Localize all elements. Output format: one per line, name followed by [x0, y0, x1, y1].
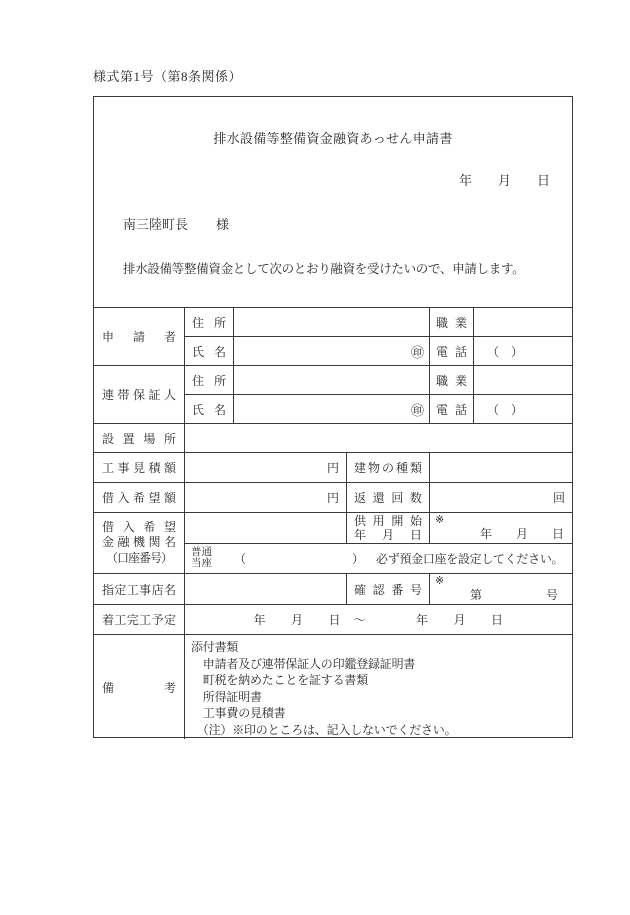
guarantor-occupation-label: 職 業	[429, 366, 473, 394]
guarantor-address-label: 住 所	[192, 373, 226, 388]
remarks-line: 申請者及び連帯保証人の印鑑登録証明書	[191, 656, 416, 671]
loan-amount-row	[94, 482, 572, 512]
yen-unit: 円	[326, 491, 339, 505]
recipient-line	[123, 214, 229, 233]
application-table	[94, 307, 572, 737]
schedule-row	[94, 604, 572, 634]
applicant-seal-mark: ㊞	[410, 344, 424, 360]
guarantor-name-field	[233, 395, 429, 423]
remarks-label: 備 考	[102, 680, 176, 695]
account-number-field	[185, 544, 572, 574]
service-start-date-placeholder: 年 月 日	[479, 526, 564, 541]
guarantor-seal-mark: ㊞	[410, 402, 424, 418]
remarks-line: 工事費の見積書	[191, 706, 286, 721]
remarks-line: 町税を納めたことを証する書類	[191, 673, 369, 688]
bank-section-label: 借 入 希 望 金 融 機 関 名 （口座番号）	[102, 519, 176, 565]
reference-mark: ※	[435, 575, 445, 587]
service-start-subrow	[185, 513, 572, 543]
yen-unit: 円	[326, 461, 339, 475]
remarks-content	[184, 635, 572, 739]
construction-estimate-label: 工 事 見 積 額	[102, 461, 176, 475]
guarantor-row	[94, 365, 572, 423]
guarantor-name-subrow	[185, 394, 572, 423]
repayment-count-label: 返 還 回 数	[346, 483, 429, 512]
service-start-field	[429, 513, 572, 543]
schedule-label: 着 工 完 工 予 定	[102, 613, 176, 627]
remarks-row	[94, 634, 572, 739]
reference-mark: ※	[435, 514, 445, 526]
loan-amount-label: 借 入 希 望 額	[102, 491, 176, 505]
guarantor-address-subrow	[185, 366, 572, 394]
bank-name-field	[185, 513, 346, 543]
date-line: 年 月 日	[458, 173, 550, 188]
bank-fields	[184, 513, 572, 573]
building-type-label: 建 物 の 種 類	[346, 453, 429, 482]
guarantor-address-field	[233, 366, 429, 394]
applicant-name-label: 氏 名	[192, 344, 226, 359]
applicant-phone-field: （ ）	[473, 337, 572, 365]
installation-location-label: 設 置 場 所	[102, 431, 176, 446]
remarks-line: 所得証明書	[191, 689, 262, 704]
number-suffix: 号	[545, 588, 558, 602]
account-note: 必ず預金口座を設定してください。	[376, 551, 564, 566]
applicant-name-field	[233, 337, 429, 365]
account-type-options: 普通 当座	[191, 546, 212, 570]
number-prefix: 第	[470, 588, 483, 602]
account-subrow	[185, 543, 572, 574]
guarantor-phone-field: （ ）	[473, 395, 572, 423]
repayment-count-field	[429, 483, 572, 512]
confirm-number-field	[429, 574, 572, 604]
paren-close: ）	[352, 551, 365, 566]
applicant-address-label: 住 所	[192, 315, 226, 330]
times-unit: 回	[552, 491, 565, 505]
applicant-address-field	[233, 308, 429, 336]
application-form-box	[93, 96, 573, 738]
paren-open: （	[234, 551, 247, 566]
applicant-row	[94, 307, 572, 365]
form-title: 排水設備等整備資金融資あっせん申請書	[213, 131, 453, 146]
schedule-field: 年 月 日 ～ 年 月 日	[184, 605, 572, 634]
applicant-occupation-label: 職 業	[429, 308, 473, 336]
bank-row	[94, 512, 572, 573]
construction-estimate-row	[94, 452, 572, 482]
applicant-section-label: 申 請 者	[102, 330, 176, 344]
service-start-label: 供 用 開 始 年 月 日	[346, 513, 429, 543]
installation-location-field	[184, 424, 572, 452]
installation-location-row	[94, 423, 572, 452]
applicant-address-subrow	[185, 308, 572, 336]
guarantor-occupation-field	[473, 366, 572, 394]
guarantor-name-label: 氏 名	[192, 402, 226, 417]
guarantor-fields	[184, 366, 572, 423]
building-type-field	[429, 453, 572, 482]
applicant-occupation-field	[473, 308, 572, 336]
recipient-name: 南三陸町長	[123, 217, 189, 232]
remarks-line: （注）※印のところは、記入しないでください。	[191, 722, 457, 737]
contractor-field	[184, 574, 346, 604]
remarks-line: 添付書類	[191, 640, 239, 654]
loan-amount-field	[184, 483, 346, 512]
form-number: 様式第1号（第8条関係）	[93, 69, 243, 84]
guarantor-section-label: 連 帯 保 証 人	[102, 388, 176, 402]
recipient-honorific: 様	[216, 217, 230, 232]
contractor-label: 指 定 工 事 店 名	[102, 582, 176, 597]
applicant-name-subrow	[185, 336, 572, 365]
applicant-phone-label: 電 話	[429, 337, 473, 365]
construction-estimate-field	[184, 453, 346, 482]
confirm-number-label: 確 認 番 号	[346, 574, 429, 604]
guarantor-phone-label: 電 話	[429, 395, 473, 423]
application-statement: 排水設備等整備資金として次のとおり融資を受けたいので、申請します。	[123, 262, 525, 276]
contractor-row	[94, 573, 572, 604]
applicant-fields	[184, 308, 572, 365]
